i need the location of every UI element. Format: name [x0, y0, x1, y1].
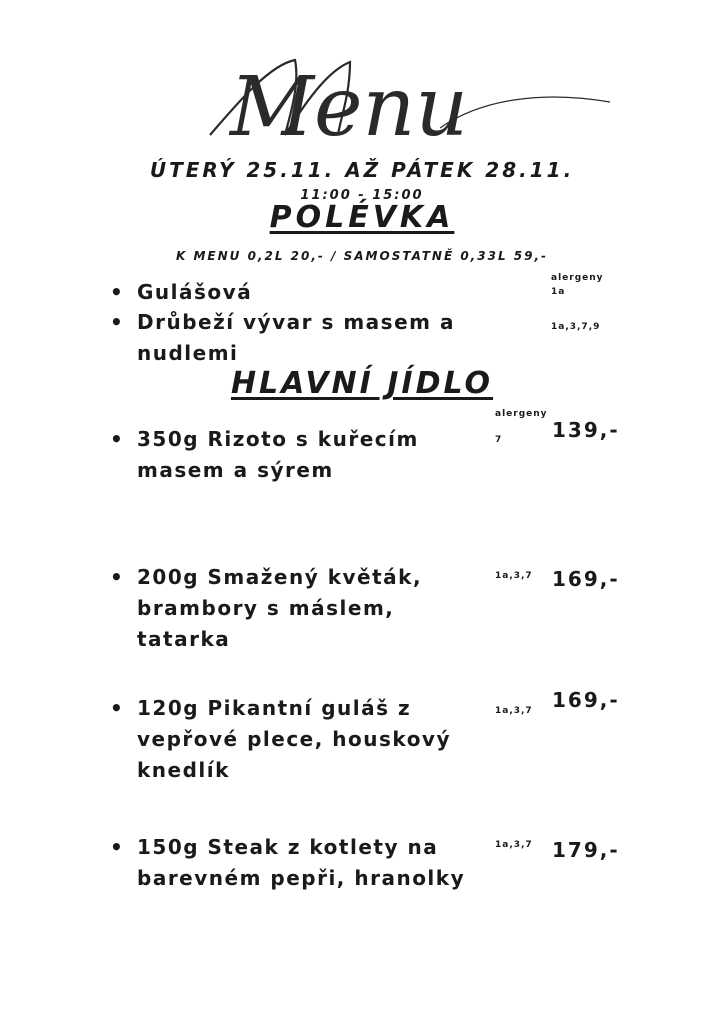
main-allergen-header: alergeny — [495, 409, 548, 419]
soup-item-name: Gulášová — [137, 280, 253, 304]
soup-heading: POLÉVKA — [269, 200, 455, 235]
soup-allergen-header: alergeny — [551, 273, 604, 283]
main-item — [110, 832, 480, 894]
bullet: • — [110, 565, 125, 589]
soup-price-note: K MENU 0,2L 20,- / SAMOSTATNĚ 0,33L 59,- — [175, 249, 549, 263]
main-item-name: 120g Pikantní guláš z vepřové plece, houskový knedlík — [137, 696, 452, 782]
date-range: ÚTERÝ 25.11. AŽ PÁTEK 28.11. — [149, 158, 575, 182]
soup-allergens-0: 1a — [551, 287, 566, 297]
bullet: • — [110, 310, 125, 334]
main-allergens-3: 1a,3,7 — [495, 840, 533, 850]
soup-item-name: Drůbeží vývar s masem a nudlemi — [137, 310, 455, 365]
menu-logo-graphic — [200, 40, 620, 150]
main-item — [110, 562, 480, 655]
main-item-name: 200g Smažený květák, brambory s máslem, tatarka — [137, 565, 423, 651]
soup-item — [110, 307, 480, 369]
main-allergens-0: 7 — [495, 435, 503, 445]
main-allergens-1: 1a,3,7 — [495, 571, 533, 581]
main-item — [110, 424, 480, 486]
serving-hours: 11:00 - 15:00 — [300, 188, 424, 203]
main-price-2: 169,- — [552, 688, 620, 712]
menu-script-logo — [200, 40, 620, 150]
soup-allergens-1: 1a,3,7,9 — [551, 322, 601, 332]
main-price-1: 169,- — [552, 567, 620, 591]
main-dish-heading: HLAVNÍ JÍDLO — [230, 366, 494, 401]
bullet: • — [110, 696, 125, 720]
main-price-3: 179,- — [552, 838, 620, 862]
bullet: • — [110, 835, 125, 859]
soup-item — [110, 277, 480, 308]
main-item-name: 350g Rizoto s kuřecím masem a sýrem — [137, 427, 419, 482]
menu-logo-text: Menu — [230, 60, 469, 150]
main-item-name: 150g Steak z kotlety na barevném pepři, hranolky — [137, 835, 466, 890]
main-allergens-2: 1a,3,7 — [495, 706, 533, 716]
main-price-0: 139,- — [552, 418, 620, 442]
main-item — [110, 693, 480, 786]
bullet: • — [110, 427, 125, 451]
bullet: • — [110, 280, 125, 304]
